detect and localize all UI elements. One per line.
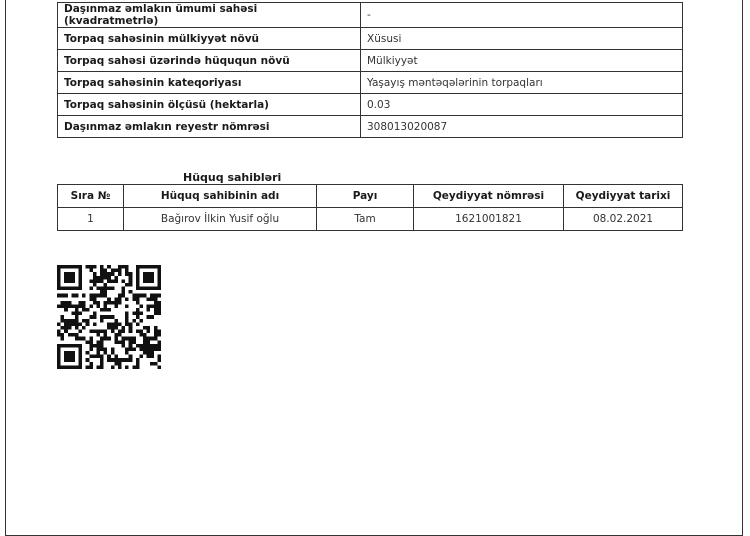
table-row: [58, 28, 683, 50]
column-header: Hüquq sahibinin adı: [124, 185, 317, 208]
property-value: Xüsusi: [361, 28, 683, 50]
property-value: 308013020087: [361, 116, 683, 138]
row-number-cell: 1: [58, 208, 124, 231]
property-value: Yaşayış məntəqələrinin torpaqları: [361, 72, 683, 94]
table-row: [58, 94, 683, 116]
property-label: Torpaq sahəsinin mülkiyyət növü: [58, 28, 361, 50]
table-row: [58, 72, 683, 94]
qr-code-icon: [56, 265, 162, 369]
table-row: [58, 208, 683, 231]
table-row: [58, 116, 683, 138]
owners-section-title: Hüquq sahibləri: [183, 171, 282, 184]
table-header-row: [58, 185, 683, 208]
property-label: Torpaq sahəsinin ölçüsü (hektarla): [58, 94, 361, 116]
property-label: Torpaq sahəsi üzərində hüququn növü: [58, 50, 361, 72]
column-header: Qeydiyyat nömrəsi: [414, 185, 564, 208]
property-label: Daşınmaz əmlakın reyestr nömrəsi: [58, 116, 361, 138]
owner-name-cell: Bağırov İlkin Yusif oğlu: [124, 208, 317, 231]
property-value: -: [361, 3, 683, 28]
property-value: Mülkiyyət: [361, 50, 683, 72]
share-cell: Tam: [317, 208, 414, 231]
owners-table: [57, 184, 683, 231]
column-header: Qeydiyyat tarixi: [564, 185, 683, 208]
property-label: Torpaq sahəsinin kateqoriyası: [58, 72, 361, 94]
property-value: 0.03: [361, 94, 683, 116]
registration-number-cell: 1621001821: [414, 208, 564, 231]
column-header: Payı: [317, 185, 414, 208]
registration-date-cell: 08.02.2021: [564, 208, 683, 231]
property-details-table: [57, 2, 683, 138]
property-label: Daşınmaz əmlakın ümumi sahəsi (kvadratmetrlə): [58, 3, 361, 28]
column-header: Sıra №: [58, 185, 124, 208]
table-row: [58, 3, 683, 28]
table-row: [58, 50, 683, 72]
